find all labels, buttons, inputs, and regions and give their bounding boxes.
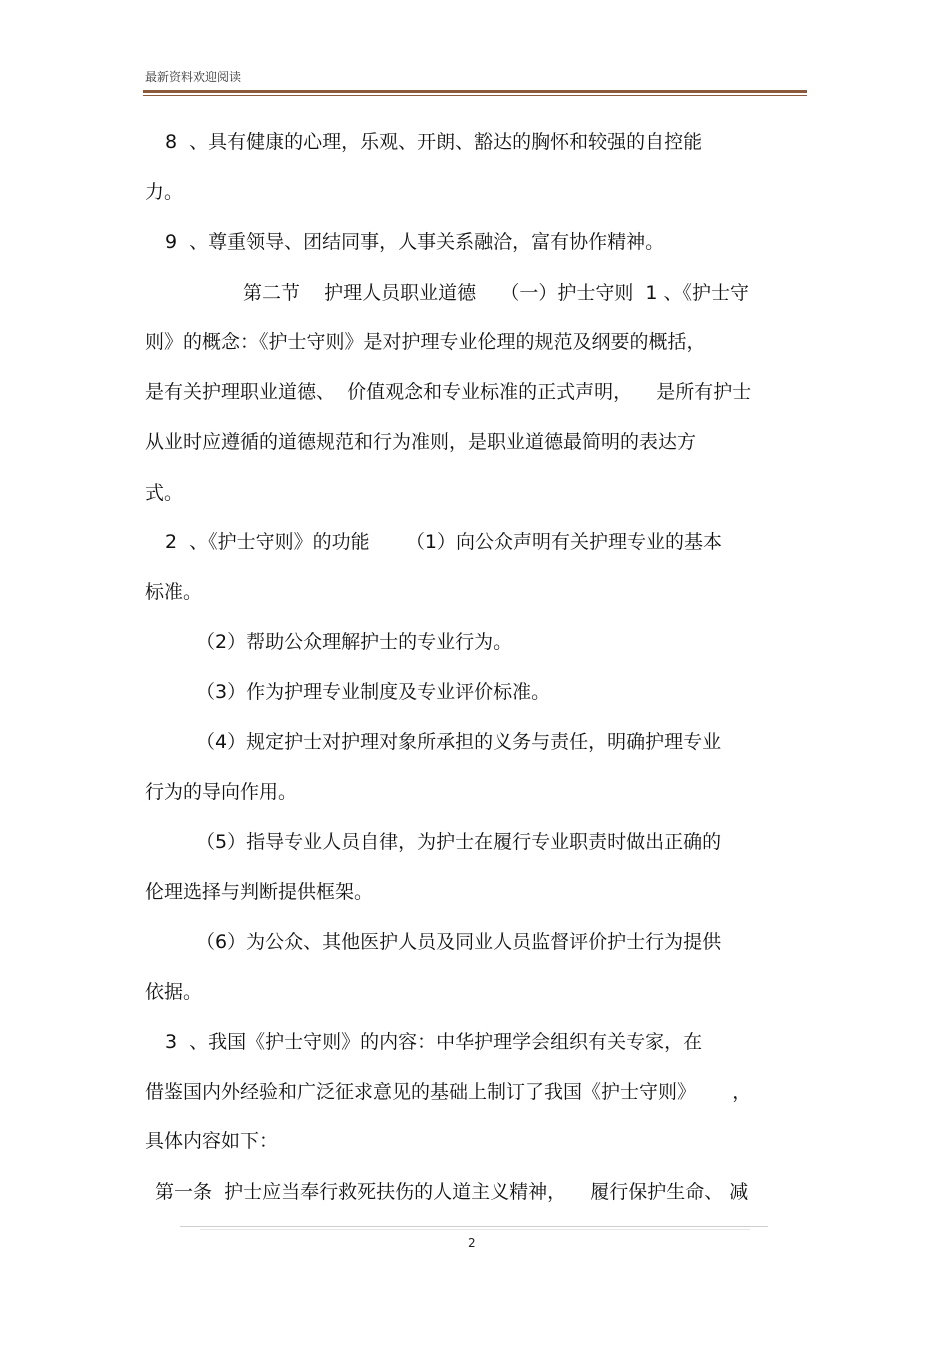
footer-rule (180, 1226, 768, 1227)
article-line: 第一条 护士应当奉行救死扶伤的人道主义精神， 履行保护生命、 减 (155, 1181, 749, 1203)
list-item: （4）规定护士对护理对象所承担的义务与责任，明确护理专业 (196, 731, 722, 753)
text-line: 依据。 (145, 981, 203, 1003)
header-rule-thin (143, 95, 807, 96)
text-line: 力。 (145, 181, 184, 203)
page-number: 2 (468, 1236, 476, 1250)
text-line: 借鉴国内外经验和广泛征求意见的基础上制订了我国《护士守则》 ， (145, 1081, 752, 1103)
text-line: 3 、我国《护士守则》的内容：中华护理学会组织有关专家，在 (165, 1031, 703, 1053)
text-line: 伦理选择与判断提供框架。 (145, 881, 374, 903)
list-item: （2）帮助公众理解护士的专业行为。 (196, 631, 513, 653)
list-item: （6）为公众、其他医护人员及同业人员监督评价护士行为提供 (196, 931, 722, 953)
text-line: 2 、《护士守则》的功能 （1）向公众声明有关护理专业的基本 (165, 531, 722, 553)
list-item: （3）作为护理专业制度及专业评价标准。 (196, 681, 551, 703)
text-line: 标准。 (145, 581, 203, 603)
text-line: 式。 (145, 482, 184, 504)
text-line: 则》的概念：《护士守则》是对护理专业伦理的规范及纲要的概括， (145, 331, 706, 353)
section-heading-line: 第二节 护理人员职业道德 （一）护士守则 1 、《护士守 (243, 282, 750, 304)
list-item: （5）指导专业人员自律，为护士在履行专业职责时做出正确的 (196, 831, 722, 853)
text-line: 行为的导向作用。 (145, 781, 298, 803)
text-line: 是有关护理职业道德、 价值观念和专业标准的正式声明， 是所有护士 (145, 381, 752, 403)
header-rule-thick (143, 90, 807, 93)
text-line: 从业时应遵循的道德规范和行为准则，是职业道德最简明的表达方 (145, 431, 697, 453)
footer-rule-secondary (200, 1229, 750, 1230)
text-line: 8 、具有健康的心理，乐观、开朗、豁达的胸怀和较强的自控能 (165, 131, 703, 153)
header-title: 最新资料欢迎阅读 (145, 70, 242, 84)
text-line: 具体内容如下： (145, 1130, 279, 1152)
text-line: 9 、尊重领导、团结同事，人事关系融洽，富有协作精神。 (165, 231, 665, 253)
